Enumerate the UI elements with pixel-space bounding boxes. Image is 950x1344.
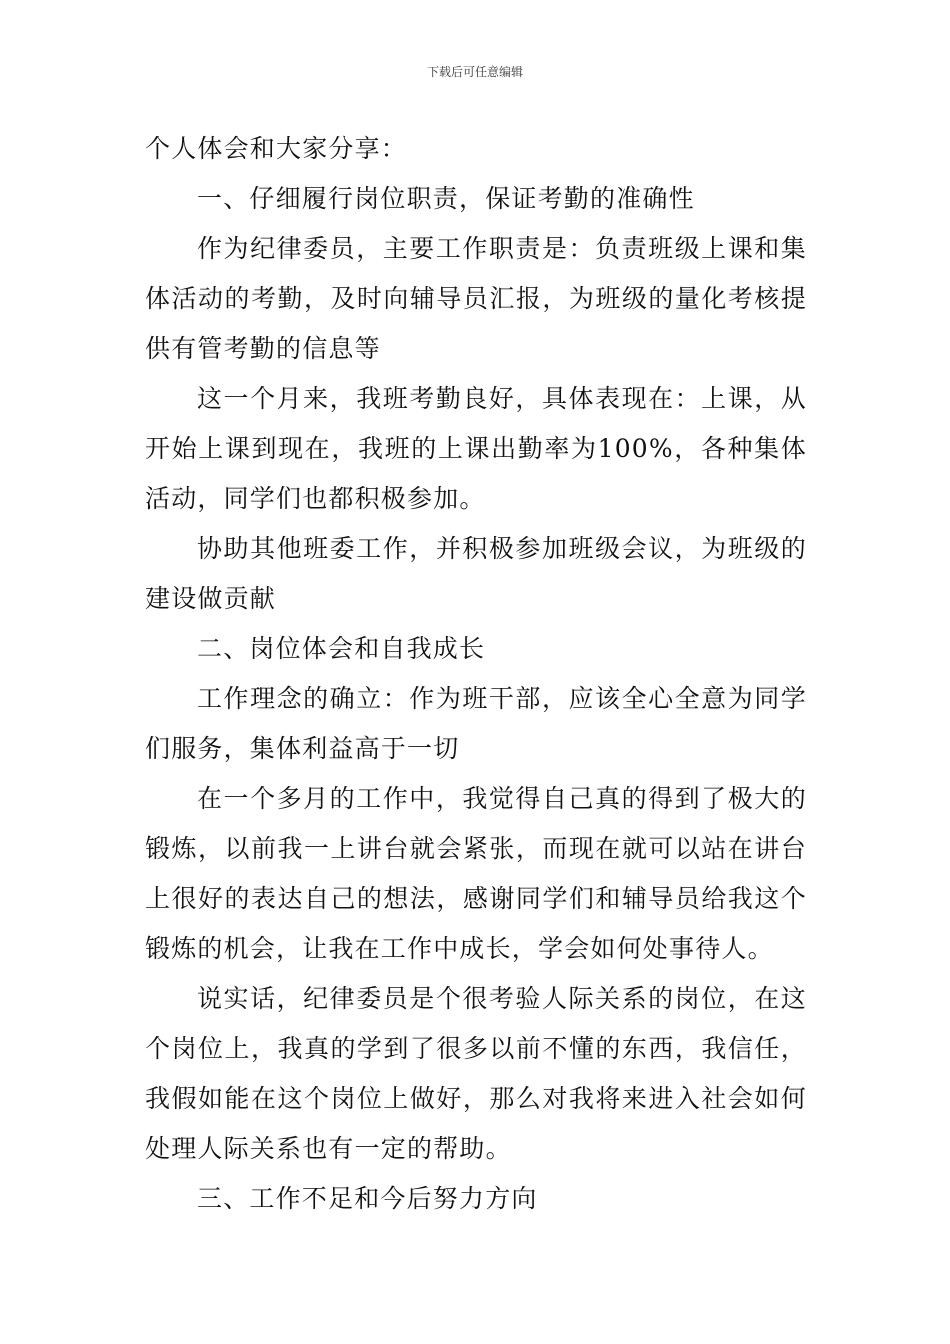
document-body	[145, 124, 807, 1224]
paragraph-duties: 作为纪律委员，主要工作职责是：负责班级上课和集体活动的考勤，及时向辅导员汇报，为班级的量化考核提供有管考勤的信息等	[145, 234, 807, 363]
paragraph-growth: 在一个多月的工作中，我觉得自己真的得到了极大的锻炼，以前我一上讲台就会紧张，而现在就可以站在讲台上很好的表达自己的想法，感谢同学们和辅导员给我这个锻炼的机会，让我在工作中成长，学会如何处事待人。	[145, 784, 807, 963]
paragraph-intro: 个人体会和大家分享：	[145, 134, 408, 163]
paragraph-reflection: 说实话，纪律委员是个很考验人际关系的岗位，在这个岗位上，我真的学到了很多以前不懂的东西，我信任，我假如能在这个岗位上做好，那么对我将来进入社会如何处理人际关系也有一定的帮助。	[145, 984, 807, 1163]
paragraph-philosophy: 工作理念的确立：作为班干部，应该全心全意为同学们服务，集体利益高于一切	[145, 684, 807, 763]
paragraph-attendance: 这一个月来，我班考勤良好，具体表现在：上课，从开始上课到现在，我班的上课出勤率为100%，各种集体活动，同学们也都积极参加。	[145, 384, 807, 513]
page-header: 下载后可任意编辑	[426, 65, 523, 79]
section-heading-3: 三、工作不足和今后努力方向	[197, 1184, 538, 1213]
section-heading-1: 一、仔细履行岗位职责，保证考勤的准确性	[197, 184, 695, 213]
section-heading-2: 二、岗位体会和自我成长	[197, 634, 486, 663]
paragraph-assist: 协助其他班委工作，并积极参加班级会议，为班级的建设做贡献	[145, 534, 807, 613]
